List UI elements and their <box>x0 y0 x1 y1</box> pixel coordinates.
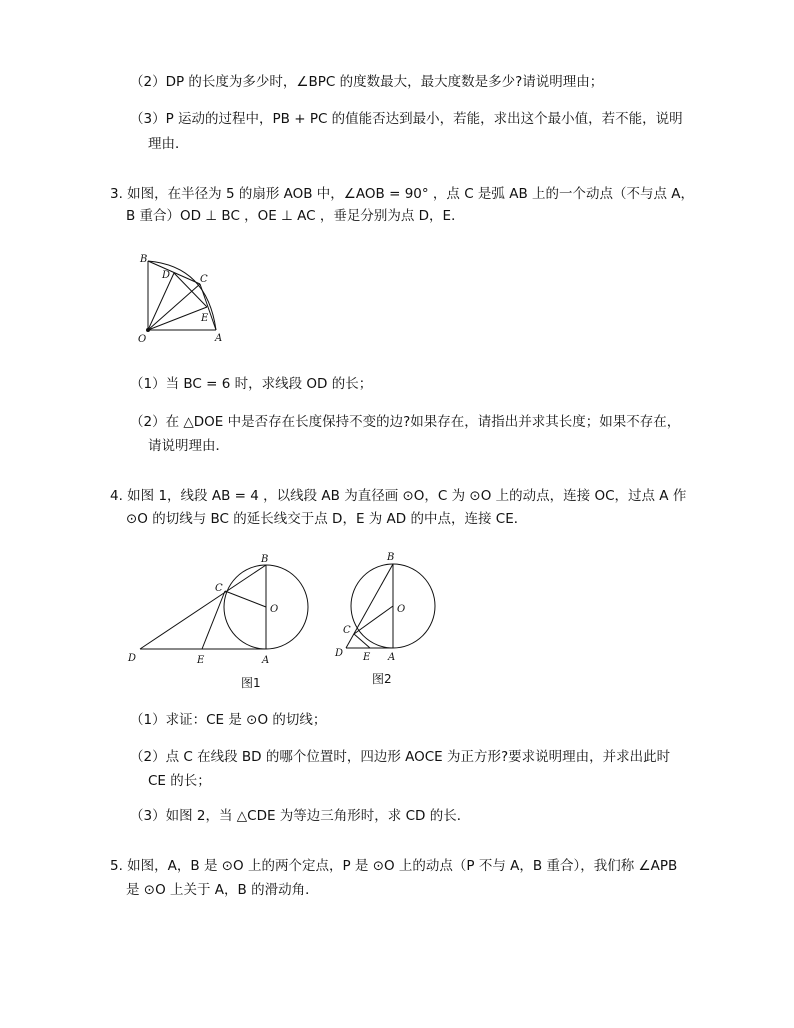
q4-fig2-caption: 图2 <box>372 672 392 686</box>
q3-label-B: B <box>140 254 148 265</box>
q3-label-D: D <box>162 270 171 281</box>
q4-fig1-label-E: E <box>197 655 205 666</box>
q2-part3-line2: 理由． <box>148 136 189 152</box>
q4-fig1-label-C: C <box>215 583 223 594</box>
q4-part3: （3）如图 2，当 △CDE 为等边三角形时，求 CD 的长． <box>130 808 471 824</box>
q4-stem-line2: ⊙O 的切线与 BC 的延长线交于点 D，E 为 AD 的中点，连接 CE． <box>126 511 528 527</box>
q4-fig2-label-A: A <box>388 652 396 663</box>
q3-part1: （1）当 BC = 6 时，求线段 OD 的长； <box>130 376 373 392</box>
q3-part2-line2: 请说明理由． <box>148 438 229 454</box>
q4-fig2-label-C: C <box>343 625 351 636</box>
q4-fig1-label-O: O <box>270 604 279 615</box>
q5-stem-line2: 是 ⊙O 上关于 A，B 的滑动角． <box>126 882 319 898</box>
q4-figure-1 <box>120 548 320 668</box>
q2-part3-line1: （3）P 运动的过程中，PB + PC 的值能否达到最小，若能，求出这个最小值，若不能，说明 <box>130 111 683 127</box>
q4-fig2-label-D: D <box>335 648 344 659</box>
q3-label-A: A <box>215 333 223 344</box>
q4-fig1-label-B: B <box>261 554 269 565</box>
q4-part2-line1: （2）点 C 在线段 BD 的哪个位置时，四边形 AOCE 为正方形?要求说明理由，并求出此时 <box>130 749 671 765</box>
q4-figure-2 <box>330 548 440 668</box>
q4-fig1-label-D: D <box>128 653 137 664</box>
q4-part1: （1）求证：CE 是 ⊙O 的切线； <box>130 712 327 728</box>
q3-label-O: O <box>138 334 147 345</box>
q4-fig1-caption: 图1 <box>241 676 261 690</box>
q3-label-E: E <box>201 313 209 324</box>
q3-part2-line1: （2）在 △DOE 中是否存在长度保持不变的边?如果存在，请指出并求其长度；如果不存在， <box>130 414 681 430</box>
q4-fig2-label-O: O <box>397 604 406 615</box>
q3-stem-line2: B 重合）OD ⊥ BC ，OE ⊥ AC ，垂足分别为点 D，E． <box>126 208 465 224</box>
q3-label-C: C <box>200 274 208 285</box>
q5-stem-line1: 5. 如图，A，B 是 ⊙O 上的两个定点，P 是 ⊙O 上的动点（P 不与 A，B 重合），我们称 ∠APB <box>110 858 678 874</box>
q4-part2-line2: CE 的长； <box>148 773 211 789</box>
q2-part2: （2）DP 的长度为多少时，∠BPC 的度数最大，最大度数是多少?请说明理由； <box>130 74 604 90</box>
q4-stem-line1: 4. 如图 1，线段 AB = 4 ，以线段 AB 为直径画 ⊙O，C 为 ⊙O 上的动点，连接 OC，过点 A 作 <box>110 488 687 504</box>
q3-sector-figure <box>132 250 232 346</box>
q4-fig2-label-E: E <box>363 652 371 663</box>
q3-stem-line1: 3. 如图，在半径为 5 的扇形 AOB 中，∠AOB = 90° ，点 C 是弧 AB 上的一个动点（不与点 A， <box>110 186 695 202</box>
q4-fig1-label-A: A <box>262 655 270 666</box>
q4-fig2-label-B: B <box>387 552 395 563</box>
